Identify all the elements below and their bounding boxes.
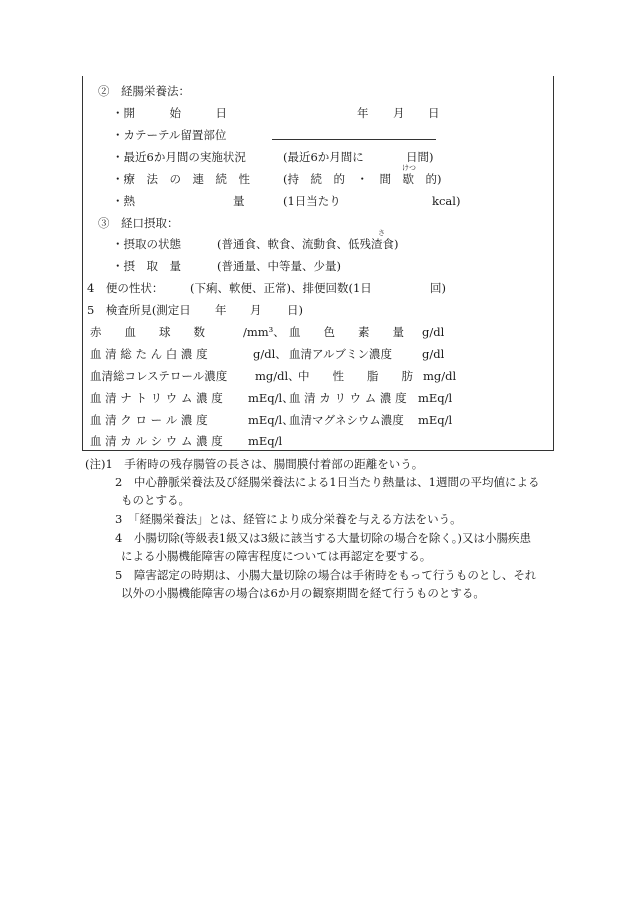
exam-row-2-label-2: 血清アルブミン濃度 (289, 347, 393, 361)
stool-label: 4 便の性状： (87, 281, 164, 295)
exam-row-6-label: 血 清 カ ル シ ウ ム 濃 度 (90, 434, 223, 448)
continuity-label: ・療 法 の 連 続 性 (112, 172, 250, 186)
exam-day: 日) (287, 303, 303, 317)
enteral-heading: ② 経腸栄養法： (98, 84, 190, 98)
exam-row-1-label: 赤 血 球 数 (90, 325, 205, 339)
exam-label: 5 検査所見(測定日 (87, 303, 191, 317)
note-4-line-1: 4 小腸切除(等級表1級又は3級に該当する大量切除の場合を除く。)又は小腸疾患 (115, 531, 531, 545)
continuity-value: (持 続 的 ・ 間 歇 的) (283, 172, 442, 186)
heat-label: ・熱 (112, 194, 135, 208)
start-month-unit: 月 (393, 106, 405, 120)
exam-row-5-label-2: 血清マグネシウム濃度 (289, 413, 404, 427)
intake-state-value: (普通食、軟食、流動食、低残渣食) (217, 237, 399, 251)
exam-row-3-unit: mg/dl、 (255, 369, 300, 383)
start-year-unit: 年 (357, 106, 369, 120)
exam-row-5-unit: mEq/l、 (248, 413, 294, 427)
note-2-line-2: ものとする。 (121, 493, 190, 507)
exam-row-4-unit: mEq/l、 (248, 391, 294, 405)
catheter-label: ・カテーテル留置部位 (112, 128, 227, 142)
intermittent-ruby: けつ (402, 164, 416, 172)
heat-unit: kcal) (432, 194, 461, 208)
heat-value: (1日当たり (283, 194, 341, 208)
exam-row-2-unit-2: g/dl (422, 347, 445, 361)
exam-row-6-unit: mEq/l (248, 434, 283, 448)
residue-ruby: さ (378, 229, 385, 237)
heat-label-2: 量 (233, 194, 245, 208)
recent-label: ・最近6か月間の実施状況 (112, 150, 246, 164)
exam-row-5-unit-2: mEq/l (418, 413, 453, 427)
note-4-line-2: による小腸機能障害の障害程度については再認定を要する。 (121, 549, 432, 563)
intake-amount-label: ・摂 取 量 (112, 259, 181, 273)
exam-row-3-label-2: 中 性 脂 肪 (298, 369, 413, 383)
recent-unit: 日間) (406, 150, 434, 164)
exam-row-1-unit: /mm³、 (243, 325, 285, 339)
exam-row-4-label-2: 血 清 カ リ ウ ム 濃 度 (289, 391, 407, 405)
exam-row-5-label: 血 清 ク ロ ー ル 濃 度 (90, 413, 208, 427)
note-2-line-1: 2 中心静脈栄養法及び経腸栄養法による1日当たり熱量は、1週間の平均値による (115, 475, 540, 489)
exam-row-3-label: 血清総コレステロール濃度 (90, 369, 228, 383)
catheter-input-line (272, 139, 436, 140)
exam-row-1-label-2: 血 色 素 量 (289, 325, 404, 339)
exam-month: 月 (250, 303, 262, 317)
oral-heading: ③ 経口摂取： (98, 216, 179, 230)
exam-row-4-unit-2: mEq/l (418, 391, 453, 405)
exam-row-2-label: 血 清 総 た ん 白 濃 度 (90, 347, 208, 361)
exam-row-2-unit: g/dl、 (253, 347, 287, 361)
start-day-unit: 日 (428, 106, 440, 120)
exam-year: 年 (215, 303, 227, 317)
note-1: (注)1 手術時の残存腸管の長さは、腸間膜付着部の距離をいう。 (85, 457, 424, 471)
start-date-label: ・開 始 日 (112, 106, 227, 120)
stool-value: (下痢、軟便、正常)、排便回数(1日 (190, 281, 372, 295)
intake-state-label: ・摂取の状態 (112, 237, 181, 251)
note-5-line-2: 以外の小腸機能障害の場合は6か月の観察期間を経て行うものとする。 (121, 586, 485, 600)
exam-row-1-unit-2: g/dl (422, 325, 445, 339)
stool-unit: 回) (430, 281, 446, 295)
note-3: 3 「経腸栄養法」とは、経管により成分栄養を与える方法をいう。 (115, 512, 462, 526)
intake-amount-value: (普通量、中等量、少量) (217, 259, 341, 273)
note-5-line-1: 5 障害認定の時期は、小腸大量切除の場合は手術時をもって行うものとし、それ (115, 568, 537, 582)
exam-row-4-label: 血 清 ナ ト リ ウ ム 濃 度 (90, 391, 223, 405)
recent-value: (最近6か月間に (283, 150, 364, 164)
exam-row-3-unit-2: mg/dl (423, 369, 457, 383)
